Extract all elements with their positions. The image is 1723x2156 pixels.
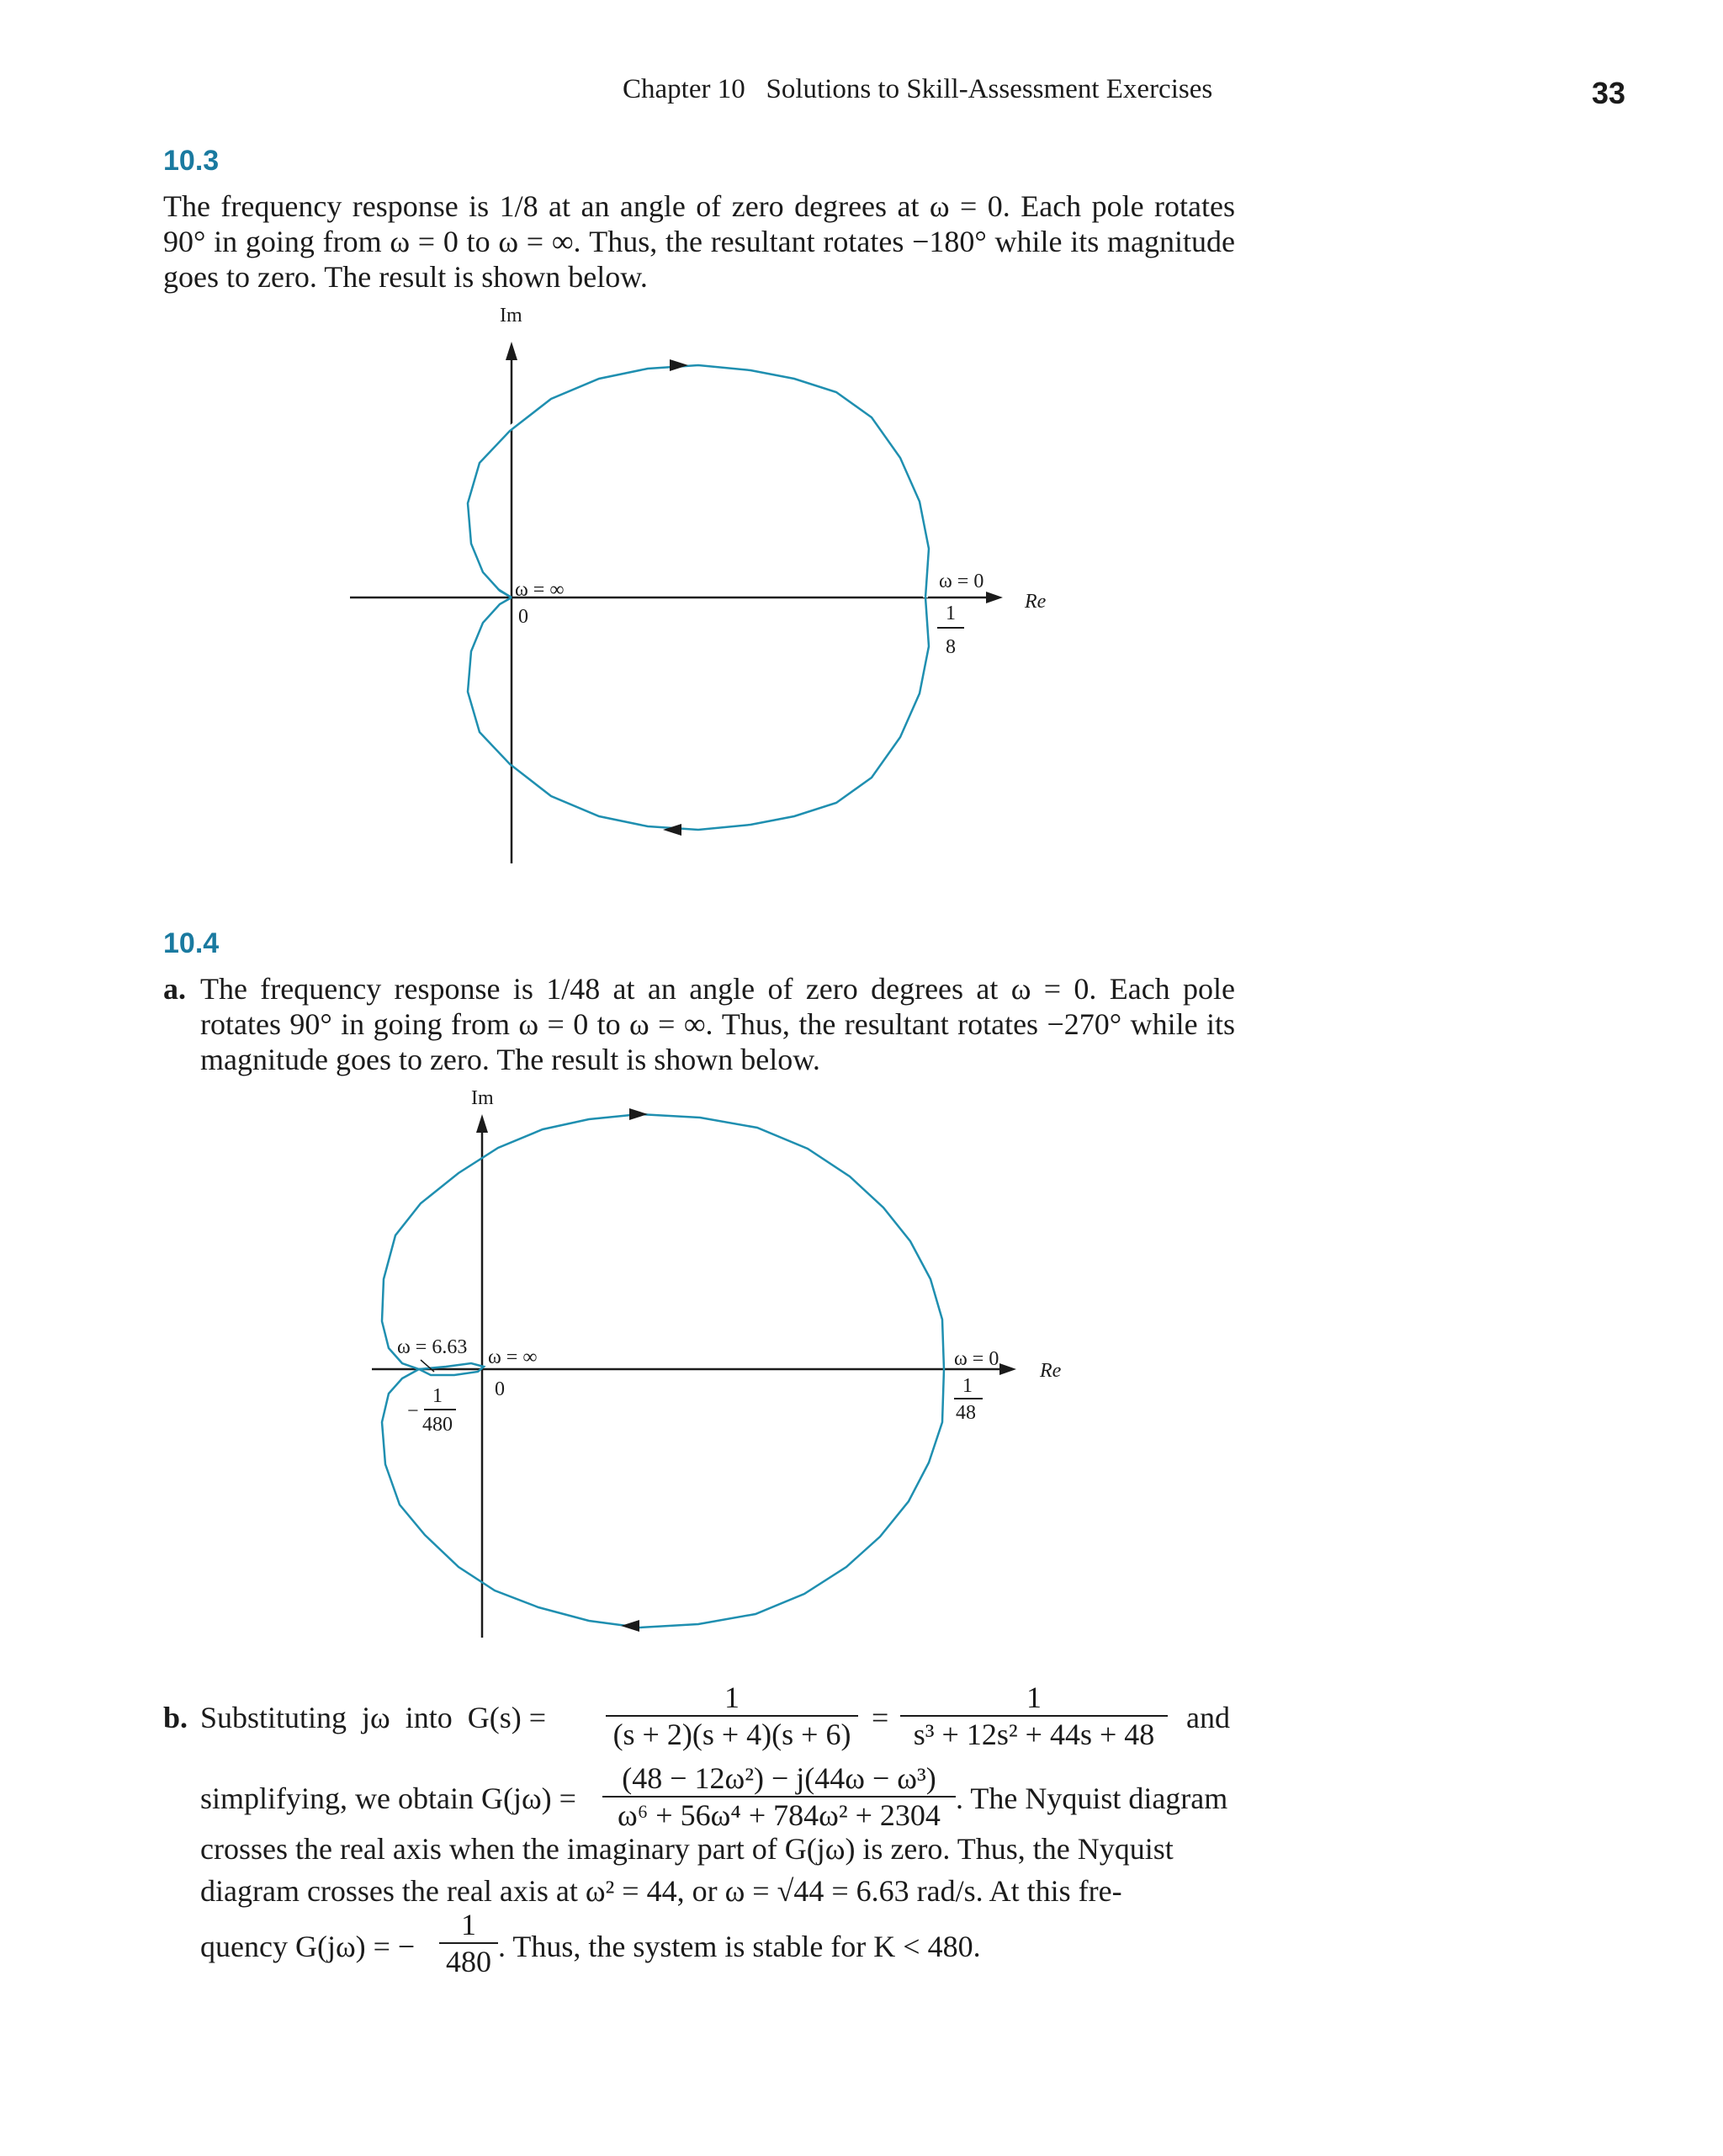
part-b-line5-lead: quency G(jω) = − — [200, 1930, 416, 1963]
running-header: Chapter 10 Solutions to Skill-Assessment Exercises — [623, 74, 1213, 104]
part-b-marker: b. — [163, 1701, 188, 1734]
neg-crossing-numerator: 1 — [432, 1385, 443, 1407]
omega-crossing-label: ω = 6.63 — [397, 1336, 468, 1358]
part-b-line5-tail: . Thus, the system is stable for K < 480. — [498, 1930, 981, 1963]
fraction-2 — [900, 1680, 1168, 1752]
direction-arrow-top — [629, 1108, 648, 1120]
crossing-denominator-2: 48 — [956, 1402, 976, 1424]
fraction-1-numerator: 1 — [724, 1681, 740, 1714]
omega-zero-label-2: ω = 0 — [954, 1348, 999, 1370]
section-10-3-paragraph: The frequency response is 1/8 at an angle of zero degrees at ω = 0. Each pole rotates 90° in going from ω = 0 to ω = ∞. Thus, the resultant rotates −180° while its magnitude goes to zero. The result is shown below. — [163, 189, 1235, 294]
crossing-numerator: 1 — [946, 603, 956, 624]
real-axis-arrow — [999, 1363, 1016, 1375]
part-b-line2-lead: simplifying, we obtain G(jω) = — [200, 1782, 576, 1815]
fraction-4-numerator: 1 — [461, 1908, 476, 1941]
omega-inf-label-2: ω = ∞ — [488, 1346, 538, 1368]
fraction-2-denominator: s³ + 12s² + 44s + 48 — [900, 1715, 1168, 1752]
part-b-line4: diagram crosses the real axis at ω² = 44, or ω = √44 = 6.63 rad/s. At this fre- — [200, 1874, 1122, 1908]
section-heading-10-4: 10.4 — [163, 927, 220, 959]
fraction-1 — [606, 1680, 858, 1752]
part-b-line2-tail: . The Nyquist diagram — [956, 1782, 1228, 1815]
neg-crossing-denominator: 480 — [422, 1414, 453, 1436]
re-axis-label-2: Re — [1040, 1360, 1062, 1382]
fraction-3-numerator: (48 − 12ω²) − j(44ω − ω³) — [622, 1761, 936, 1795]
fraction-4 — [439, 1907, 498, 1979]
im-axis-label-2: Im — [471, 1087, 494, 1109]
omega-inf-label: ω = ∞ — [515, 579, 565, 601]
fraction-3-denominator: ω⁶ + 56ω⁴ + 784ω² + 2304 — [602, 1796, 956, 1833]
omega-zero-label: ω = 0 — [939, 571, 984, 592]
negative-sign: − — [407, 1400, 419, 1422]
equals-sign: = — [872, 1701, 889, 1734]
fraction-1-denominator: (s + 2)(s + 4)(s + 6) — [606, 1715, 858, 1752]
re-axis-label: Re — [1025, 591, 1047, 613]
origin-label: 0 — [518, 606, 528, 628]
direction-arrow-bottom — [621, 1620, 639, 1632]
im-axis-label: Im — [500, 305, 522, 327]
crossing-denominator: 8 — [946, 636, 956, 658]
fraction-2-numerator: 1 — [1026, 1681, 1042, 1714]
fraction-4-denominator: 480 — [439, 1942, 498, 1979]
fraction-3 — [602, 1760, 956, 1833]
section-heading-10-3: 10.3 — [163, 145, 220, 177]
imag-axis-arrow — [476, 1114, 488, 1133]
part-b-line1-tail: and — [1186, 1701, 1230, 1734]
origin-label-2: 0 — [495, 1378, 505, 1400]
part-a-paragraph: The frequency response is 1/48 at an angle of zero degrees at ω = 0. Each pole rotates 90° in going from ω = 0 to ω = ∞. Thus, the resultant rotates −270° while its magnitude goes to zero. The result is shown below. — [200, 972, 1235, 1076]
part-b-line3: crosses the real axis when the imaginary part of G(jω) is zero. Thus, the Nyquist — [200, 1832, 1174, 1866]
page-number: 33 — [1592, 76, 1626, 110]
part-a-marker: a. — [163, 972, 186, 1006]
nyquist-lower-branch — [382, 1369, 944, 1628]
part-b-line1-lead: Substituting jω into G(s) = — [200, 1701, 547, 1734]
crossing-numerator-2: 1 — [962, 1375, 973, 1397]
